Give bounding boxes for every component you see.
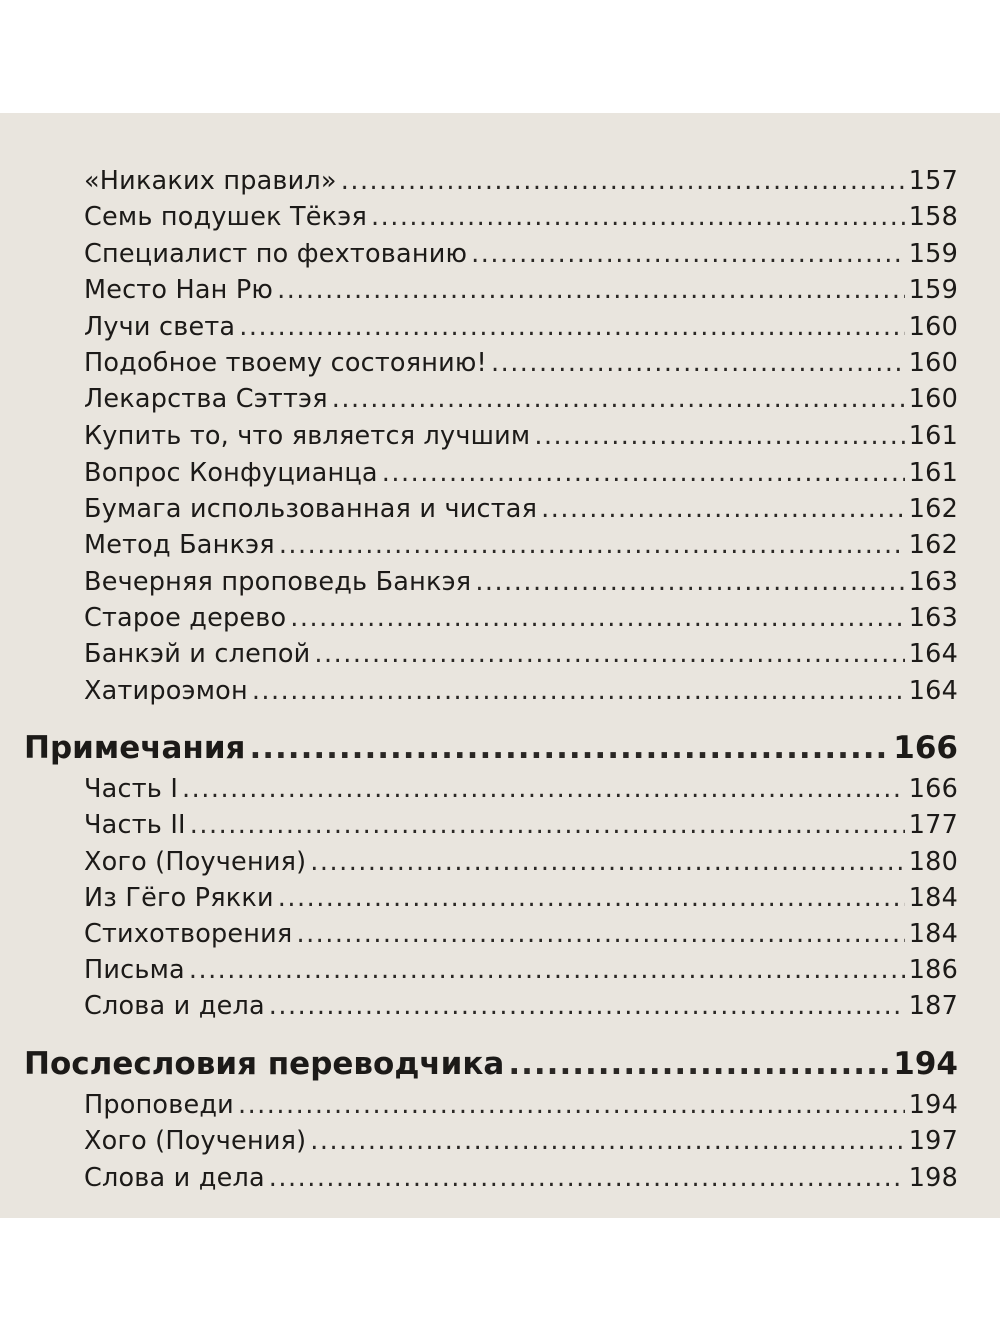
toc-entry-page: 159 [908, 239, 958, 269]
dot-leader [182, 772, 905, 806]
toc-entry [84, 492, 958, 526]
toc-entry-page: 177 [908, 810, 958, 840]
dot-leader [190, 808, 905, 842]
toc-entry [84, 419, 958, 453]
dot-leader [332, 382, 905, 416]
toc-entry-title: Часть I [84, 774, 179, 804]
toc-entry [84, 917, 958, 951]
toc-entry-title: Письма [84, 955, 185, 985]
toc-entry [84, 200, 958, 234]
dot-leader [269, 1161, 905, 1195]
toc-entry [84, 346, 958, 380]
dot-leader [239, 310, 904, 344]
toc-entry-title: Купить то, что является лучшим [84, 421, 531, 451]
toc-entry [84, 674, 958, 708]
toc-entry [84, 845, 958, 879]
toc-entry [84, 1124, 958, 1158]
toc-entry [84, 772, 958, 806]
toc-section-title: Послесловия переводчика [24, 1046, 505, 1082]
toc-entry [84, 989, 958, 1023]
toc-entry [84, 528, 958, 562]
toc-entry-title: Хатироэмон [84, 676, 248, 706]
toc-entry-title: Место Нан Рю [84, 275, 274, 305]
toc-entry [84, 310, 958, 344]
toc-entry-title: Из Гёго Рякки [84, 883, 274, 913]
toc-entry-title: Хого (Поучения) [84, 1126, 307, 1156]
toc-entry [84, 164, 958, 198]
dot-leader [238, 1088, 905, 1122]
dot-leader [310, 1124, 904, 1158]
toc-entry-page: 160 [908, 312, 958, 342]
toc-entry [84, 808, 958, 842]
toc-entry-page: 157 [908, 166, 958, 196]
toc-section-page: 166 [893, 730, 958, 766]
toc-entry-page: 164 [908, 676, 958, 706]
toc-section-heading [24, 1043, 958, 1085]
toc-section-heading [24, 727, 958, 769]
dot-leader [310, 845, 904, 879]
dot-leader [371, 200, 905, 234]
dot-leader [290, 601, 904, 635]
toc-entry-title: Вопрос Конфуцианца [84, 458, 378, 488]
toc-entry [84, 237, 958, 271]
toc-entry-page: 164 [908, 639, 958, 669]
dot-leader [296, 917, 904, 951]
dot-leader [189, 953, 905, 987]
dot-leader [279, 528, 905, 562]
toc-entry-title: Подобное твоему состоянию! [84, 348, 487, 378]
toc-entry-title: Лекарства Сэттэя [84, 384, 328, 414]
dot-leader [508, 1043, 889, 1085]
toc-entry-title: Слова и дела [84, 1163, 265, 1193]
dot-leader [277, 273, 905, 307]
dot-leader [249, 727, 889, 769]
toc-entry-page: 162 [908, 494, 958, 524]
dot-leader [341, 164, 905, 198]
toc-entry-page: 186 [908, 955, 958, 985]
toc-entry [84, 953, 958, 987]
toc-entry [84, 601, 958, 635]
toc-entry-page: 187 [908, 991, 958, 1021]
toc-entry-page: 184 [908, 883, 958, 913]
toc-entry [84, 273, 958, 307]
toc-entry-title: «Никаких правил» [84, 166, 337, 196]
dot-leader [491, 346, 905, 380]
toc-entry-page: 180 [908, 847, 958, 877]
dot-leader [541, 492, 905, 526]
toc-entry [84, 1161, 958, 1195]
toc-entry-title: Старое дерево [84, 603, 287, 633]
toc-entry [84, 637, 958, 671]
toc-entry [84, 456, 958, 490]
toc-entry-title: Семь подушек Тёкэя [84, 202, 367, 232]
toc-entry-page: 184 [908, 919, 958, 949]
toc-entry-page: 162 [908, 530, 958, 560]
toc-entry-page: 159 [908, 275, 958, 305]
toc-entry-page: 166 [908, 774, 958, 804]
dot-leader [471, 237, 905, 271]
toc-entry-title: Бумага использованная и чистая [84, 494, 538, 524]
toc-entry-title: Хого (Поучения) [84, 847, 307, 877]
dot-leader [475, 565, 904, 599]
toc-entry-title: Слова и дела [84, 991, 265, 1021]
toc-entry-page: 163 [908, 567, 958, 597]
toc-section-title: Примечания [24, 730, 246, 766]
toc-entry-title: Вечерняя проповедь Банкэя [84, 567, 472, 597]
toc-entry-title: Банкэй и слепой [84, 639, 311, 669]
toc-entry-page: 163 [908, 603, 958, 633]
toc-entry-page: 161 [908, 458, 958, 488]
toc-entry-title: Стихотворения [84, 919, 293, 949]
toc-entry-page: 160 [908, 348, 958, 378]
dot-leader [382, 456, 905, 490]
toc-entry-title: Метод Банкэя [84, 530, 275, 560]
toc-entry-page: 158 [908, 202, 958, 232]
toc-entry [84, 382, 958, 416]
dot-leader [278, 881, 905, 915]
toc-entry-title: Проповеди [84, 1090, 234, 1120]
toc-entry-title: Специалист по фехтованию [84, 239, 468, 269]
dot-leader [269, 989, 905, 1023]
toc-entry [84, 1088, 958, 1122]
toc-entry [84, 565, 958, 599]
toc-entry-page: 194 [908, 1090, 958, 1120]
dot-leader [534, 419, 904, 453]
toc-entry-title: Лучи света [84, 312, 236, 342]
toc-entry-title: Часть II [84, 810, 186, 840]
toc-entry-page: 198 [908, 1163, 958, 1193]
toc-section-page: 194 [893, 1046, 958, 1082]
toc-entry-page: 160 [908, 384, 958, 414]
dot-leader [314, 637, 904, 671]
dot-leader [252, 674, 905, 708]
toc-entry-page: 197 [908, 1126, 958, 1156]
toc-entry [84, 881, 958, 915]
toc-entry-page: 161 [908, 421, 958, 451]
